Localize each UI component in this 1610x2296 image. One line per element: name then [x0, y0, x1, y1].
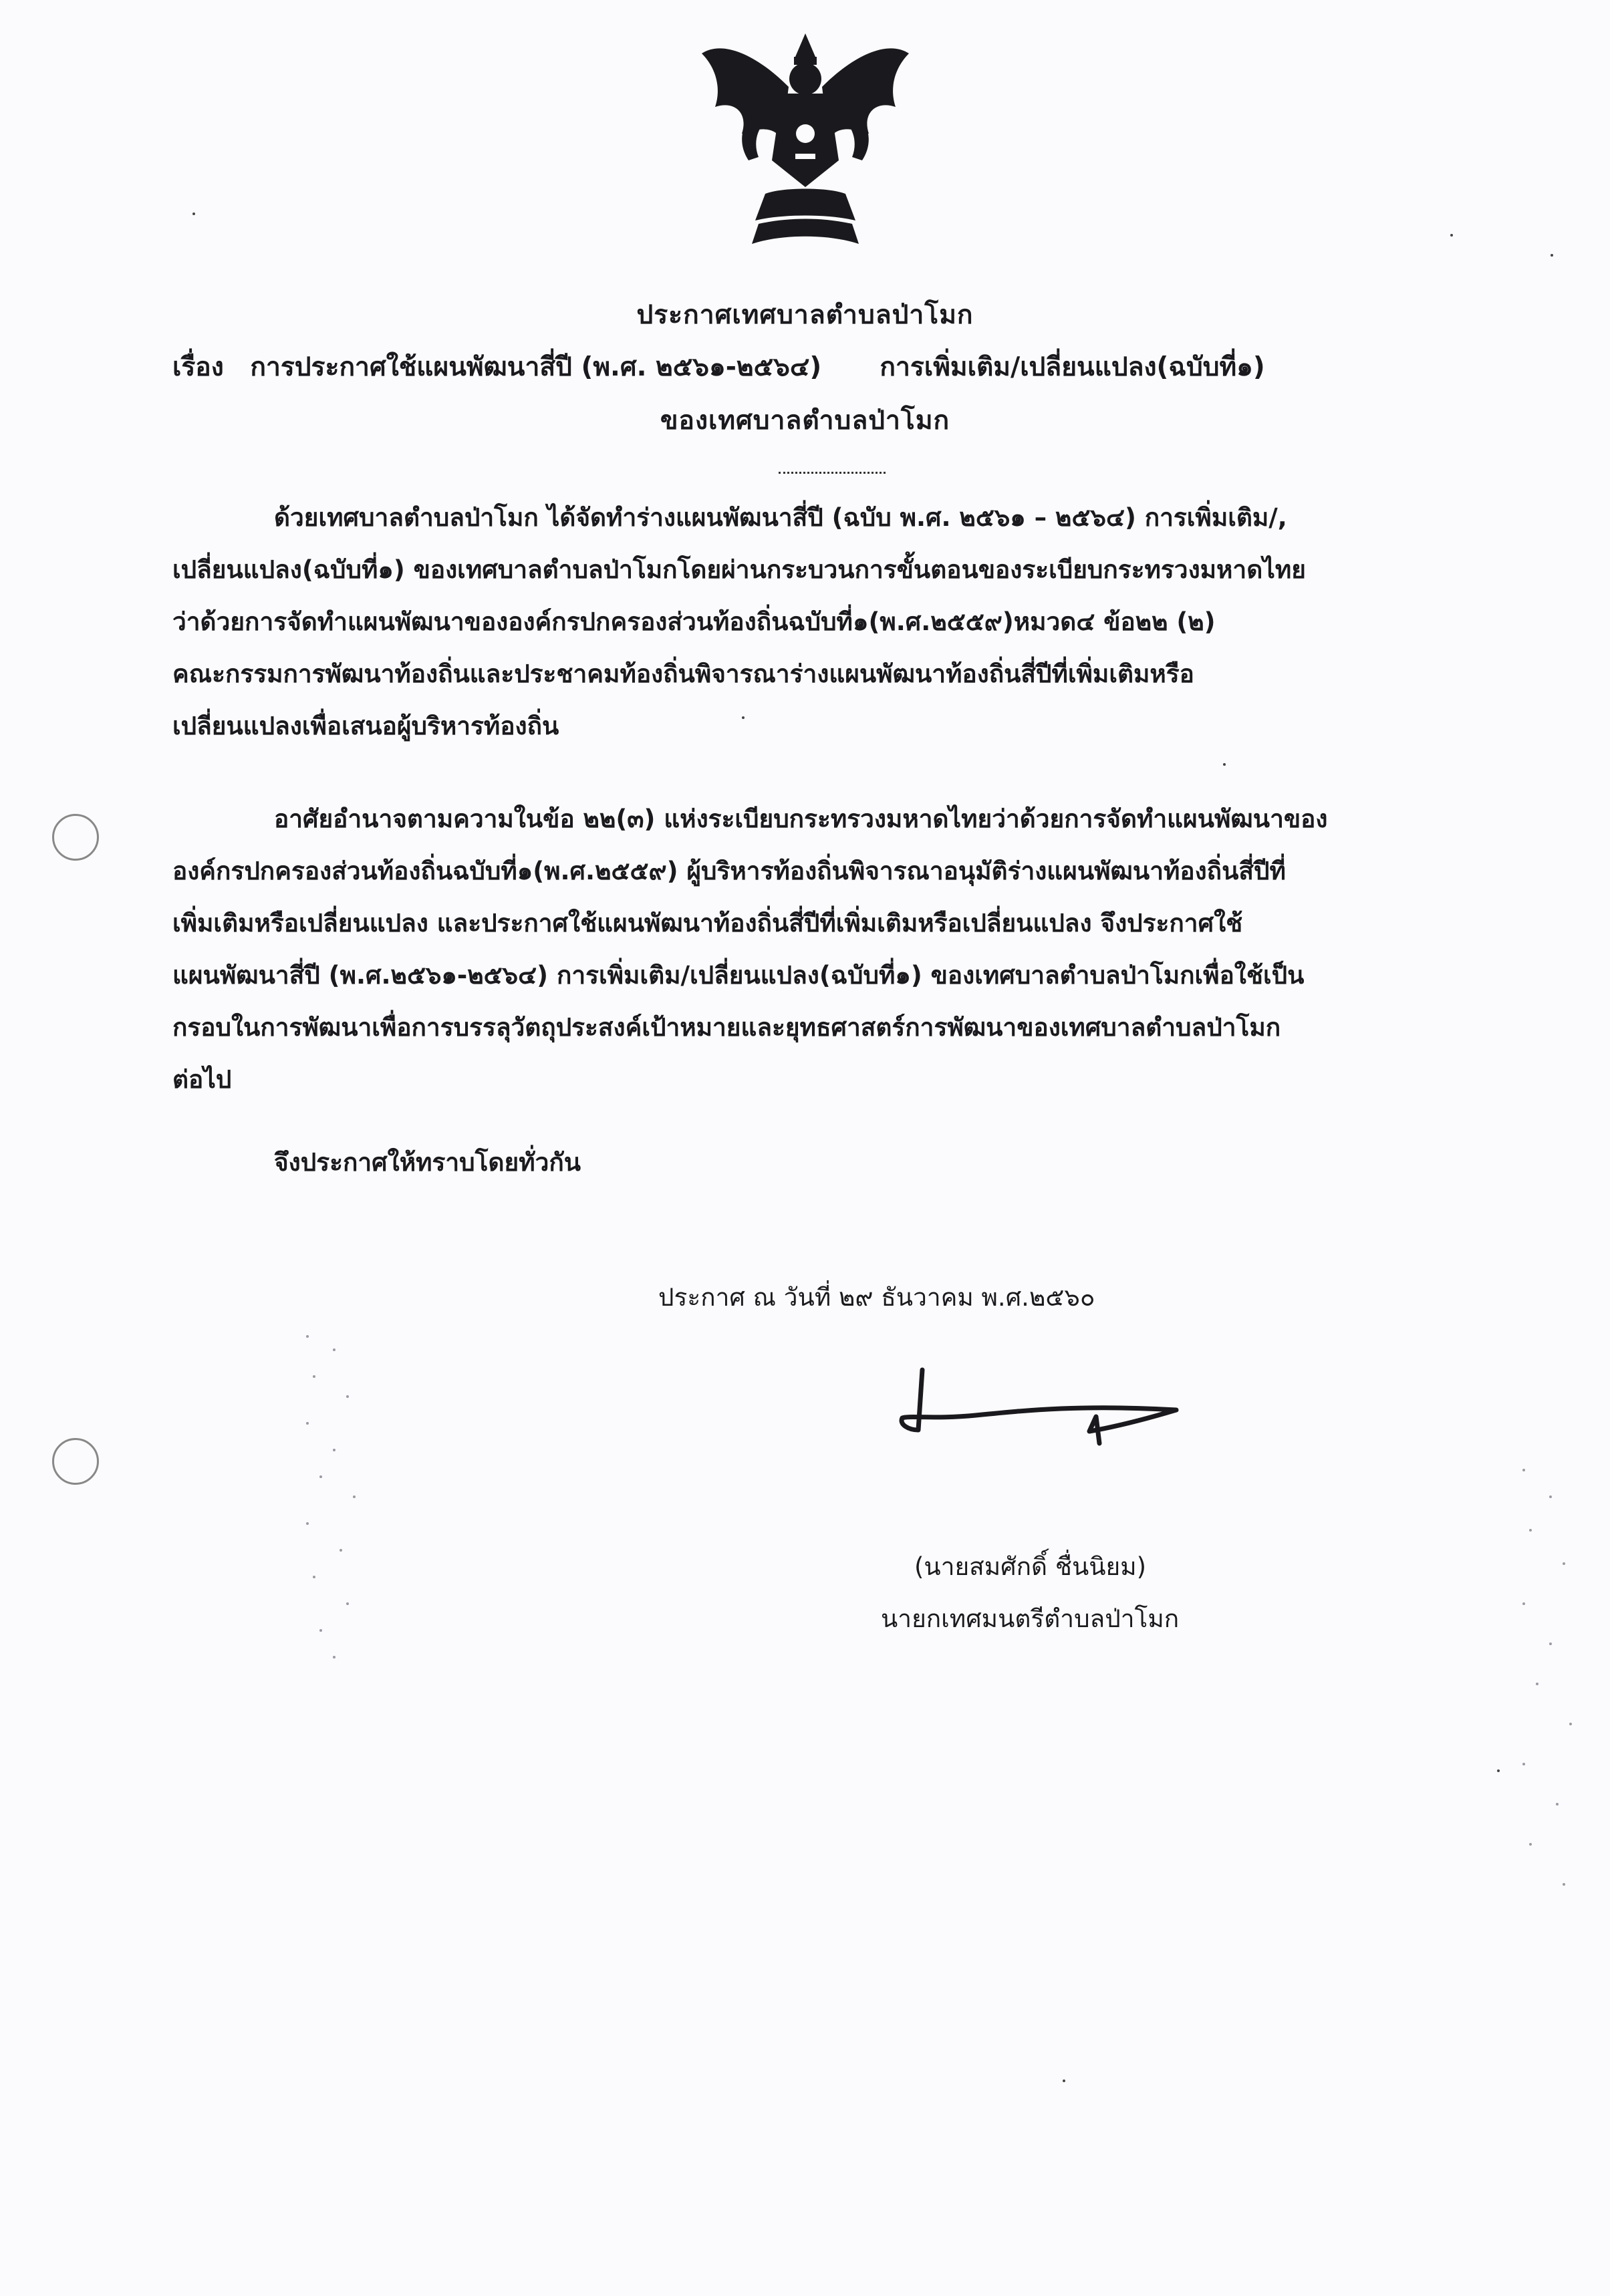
- scan-speck: [1497, 1769, 1500, 1772]
- paragraph2-line: องค์กรปกครองส่วนท้องถิ่นฉบับที่๑(พ.ศ.๒๕๕๙) ผู้บริหารท้องถิ่นพิจารณาอนุมัติร่างแผนพัฒนาท้องถิ่นสี่ปีที่: [172, 857, 1286, 885]
- scan-speck: [1551, 254, 1553, 257]
- paragraph1-line: ว่าด้วยการจัดทำแผนพัฒนาขององค์กรปกครองส่วนท้องถิ่นฉบับที่๑(พ.ศ.๒๕๕๙)หมวด๔ ข้อ๒๒ (๒): [172, 607, 1216, 636]
- punch-hole: [52, 814, 99, 861]
- date-line: ประกาศ ณ วันที่ ๒๙ ธันวาคม พ.ศ.๒๕๖๐: [658, 1283, 1095, 1312]
- paragraph1-line: คณะกรรมการพัฒนาท้องถิ่นและประชาคมท้องถิ่นพิจารณาร่างแผนพัฒนาท้องถิ่นสี่ปีที่เพิ่มเติมหรือ: [172, 660, 1194, 688]
- scan-noise: [1510, 1457, 1591, 1924]
- paragraph2-line: อาศัยอำนาจตามความในข้อ ๒๒(๓) แห่งระเบียบกระทรวงมหาดไทยว่าด้วยการจัดทำแผนพัฒนาของ: [274, 805, 1328, 833]
- paragraph2-line: กรอบในการพัฒนาเพื่อการบรรลุวัตถุประสงค์เป้าหมายและยุทธศาสตร์การพัฒนาของเทศบาลตำบลป่าโมก: [172, 1013, 1281, 1042]
- closing-line: จึงประกาศให้ทราบโดยทั่วกัน: [274, 1148, 581, 1177]
- scan-speck: [1223, 763, 1226, 766]
- scan-speck: [742, 716, 745, 719]
- garuda-emblem-icon: [695, 27, 916, 254]
- paragraph1-line: เปลี่ยนแปลง(ฉบับที่๑) ของเทศบาลตำบลป่าโมกโดยผ่านกระบวนการขั้นตอนของระเบียบกระทรวงมหาดไทย: [172, 555, 1306, 584]
- subject-line: [172, 346, 1442, 388]
- paragraph1-line: เปลี่ยนแปลงเพื่อเสนอผู้บริหารท้องถิ่น: [172, 712, 559, 740]
- paragraph2-line: แผนพัฒนาสี่ปี (พ.ศ.๒๕๖๑-๒๕๖๔) การเพิ่มเติม/เปลี่ยนแปลง(ฉบับที่๑) ของเทศบาลตำบลป่าโมกเพื่อใช้เป็น: [172, 961, 1305, 990]
- subject-owner: ของเทศบาลตำบลป่าโมก: [660, 406, 950, 436]
- scan-speck: [1063, 2079, 1065, 2082]
- subject-label: เรื่อง: [172, 352, 224, 382]
- signer-name: (นายสมศักดิ์ ชื่นนิยม): [914, 1552, 1147, 1581]
- signer-title: นายกเทศมนตรีตำบลป่าโมก: [881, 1604, 1180, 1633]
- scan-speck: [192, 212, 195, 215]
- subject-text: การประกาศใช้แผนพัฒนาสี่ปี (พ.ศ. ๒๕๖๑-๒๕๖๔): [250, 352, 822, 382]
- divider: [779, 472, 886, 474]
- paragraph2-line: เพิ่มเติมหรือเปลี่ยนแปลง และประกาศใช้แผนพัฒนาท้องถิ่นสี่ปีที่เพิ่มเติมหรือเปลี่ยนแปลง จึงประกาศใช้: [172, 909, 1243, 938]
- subject-amendment: การเพิ่มเติม/เปลี่ยนแปลง(ฉบับที่๑): [880, 352, 1265, 382]
- scan-noise: [294, 1323, 374, 1671]
- punch-hole: [52, 1438, 99, 1485]
- scan-speck: [1450, 234, 1453, 237]
- paragraph2-line: ต่อไป: [172, 1065, 232, 1094]
- paragraph1-line: ด้วยเทศบาลตำบลป่าโมก ได้จัดทำร่างแผนพัฒนาสี่ปี (ฉบับ พ.ศ. ๒๕๖๑ – ๒๕๖๔) การเพิ่มเติม/,: [274, 503, 1287, 532]
- page-title: ประกาศเทศบาลตำบลป่าโมก: [636, 300, 974, 330]
- handwritten-signature: [896, 1363, 1183, 1450]
